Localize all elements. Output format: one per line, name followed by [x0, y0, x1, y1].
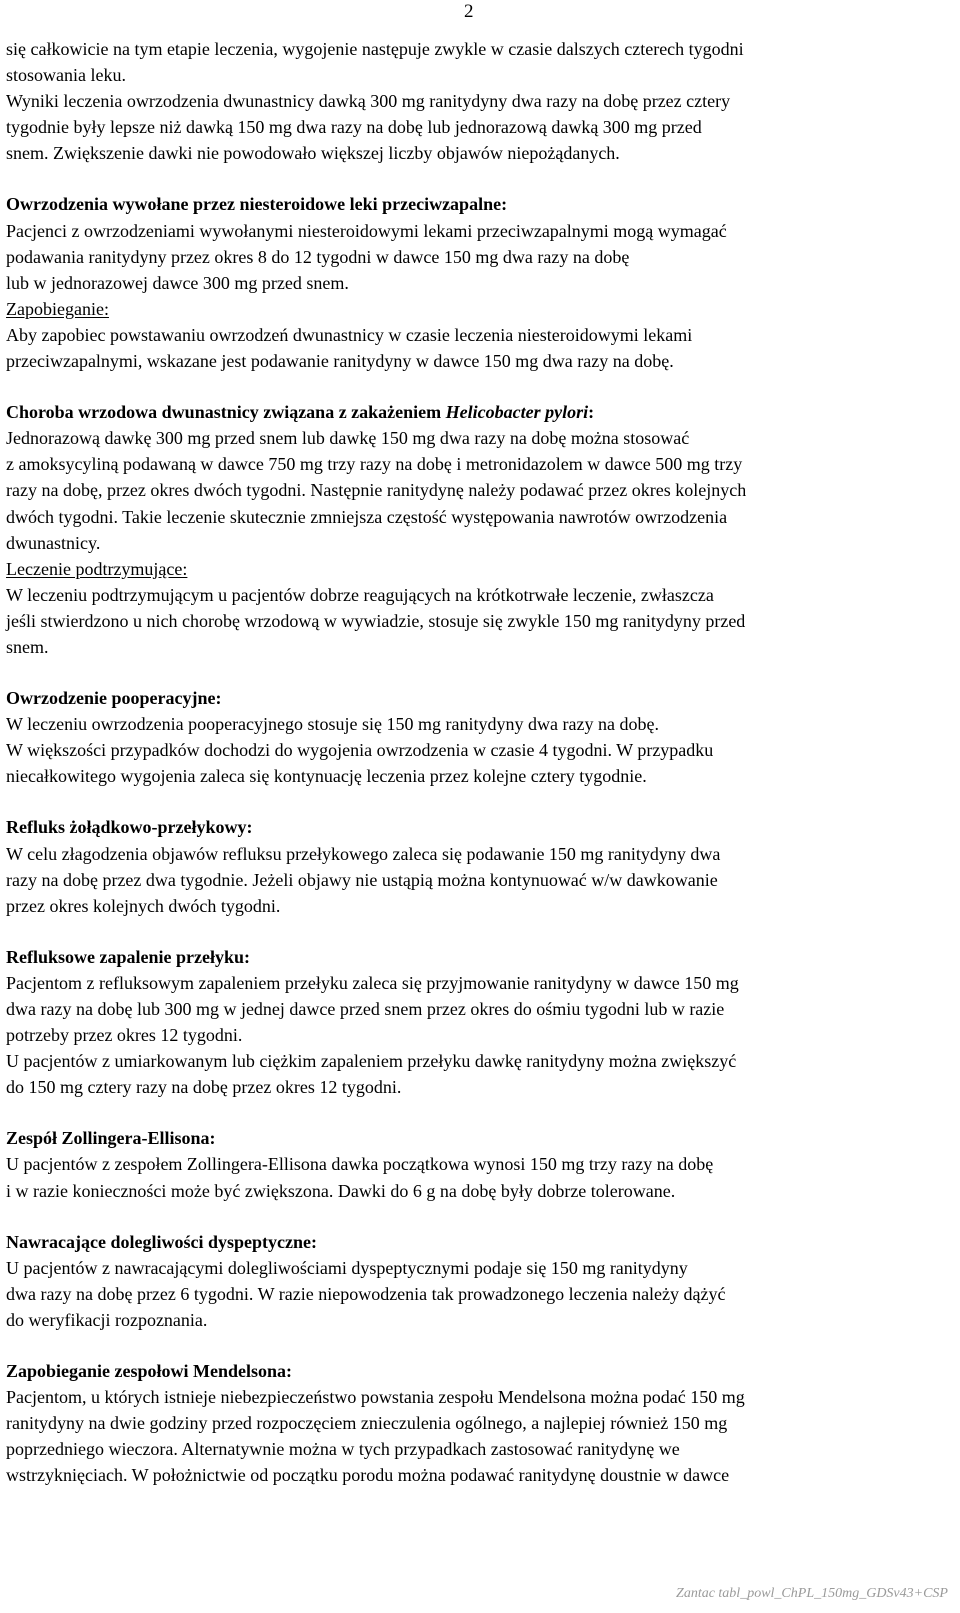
section-heading: Owrzodzenie pooperacyjne:	[6, 688, 222, 709]
section-heading: Refluksowe zapalenie przełyku:	[6, 946, 250, 967]
zollinger-ellison-section	[6, 1125, 951, 1203]
body-line: potrzeby przez okres 12 tygodni.	[6, 1025, 243, 1046]
mendelson-section	[6, 1358, 951, 1488]
body-line: przez okres kolejnych dwóch tygodni.	[6, 895, 281, 916]
heading-italic-text: Helicobacter pylori	[445, 402, 589, 423]
nsaid-ulcers-section	[6, 191, 951, 374]
page-number: 2	[464, 1, 474, 22]
body-line: razy na dobę przez dwa tygodnie. Jeżeli objawy nie ustąpią można kontynuować w/w dawkowanie	[6, 869, 718, 890]
section-heading: Zespół Zollingera-Ellisona:	[6, 1128, 216, 1149]
body-line: W większości przypadków dochodzi do wygojenia owrzodzenia w czasie 4 tygodni. W przypadku	[6, 740, 714, 761]
body-line: dwóch tygodni. Takie leczenie skutecznie zmniejsza częstość występowania nawrotów owrzodzenia	[6, 506, 728, 527]
body-line: lub w jednorazowej dawce 300 mg przed snem.	[6, 272, 349, 293]
body-line: razy na dobę, przez okres dwóch tygodni. Następnie ranitydynę należy podawać przez okres kolejnych	[6, 480, 747, 501]
document-body	[6, 36, 951, 1489]
body-line: snem. Zwiększenie dawki nie powodowało większej liczby objawów niepożądanych.	[6, 143, 620, 164]
document-footer: Zantac tabl_powl_ChPL_150mg_GDSv43+CSP	[676, 1586, 948, 1601]
dyspepsia-section	[6, 1229, 951, 1333]
body-line: Pacjentom, u których istnieje niebezpieczeństwo powstania zespołu Mendelsona można podać 150 mg	[6, 1387, 745, 1408]
body-line: podawania ranitydyny przez okres 8 do 12 tygodni w dawce 150 mg dwa razy na dobę	[6, 246, 630, 267]
section-heading: Nawracające dolegliwości dyspeptyczne:	[6, 1231, 317, 1252]
body-line: dwa razy na dobę lub 300 mg w jednej dawce przed snem przez okres do ośmiu tygodni lub w razie	[6, 999, 725, 1019]
body-line: z amoksycyliną podawaną w dawce 750 mg trzy razy na dobę i metronidazolem w dawce 500 mg trzy	[6, 454, 743, 475]
body-line: wstrzyknięciach. W położnictwie od początku porodu można podawać ranitydynę doustnie w dawce	[6, 1465, 730, 1486]
body-line: U pacjentów z nawracającymi dolegliwościami dyspeptycznymi podaje się 150 mg ranitydyny	[6, 1257, 688, 1278]
body-line: i w razie konieczności może być zwiększona. Dawki do 6 g na dobę były dobrze tolerowane.	[6, 1180, 676, 1201]
helicobacter-section	[6, 399, 951, 660]
body-line: ranitydyny na dwie godziny przed rozpoczęciem znieczulenia ogólnego, a najlepiej również 150 mg	[6, 1413, 728, 1434]
intro-continuation-section	[6, 36, 951, 166]
postoperative-ulcer-section	[6, 685, 951, 789]
heading-end-text: :	[588, 402, 595, 423]
body-line: do 150 mg cztery razy na dobę przez okres 12 tygodni.	[6, 1077, 402, 1098]
body-line: W celu złagodzenia objawów refluksu przełykowego zaleca się podawanie 150 mg ranitydyny dwa	[6, 843, 721, 864]
reflux-esophagitis-section	[6, 944, 951, 1101]
section-heading: Owrzodzenia wywołane przez niesteroidowe leki przeciwzapalne:	[6, 194, 508, 215]
body-line: Jednorazową dawkę 300 mg przed snem lub dawkę 150 mg dwa razy na dobę można stosować	[6, 428, 690, 449]
body-line: W leczeniu podtrzymującym u pacjentów dobrze reagujących na krótkotrwałe leczenie, zwłaszcza	[6, 584, 714, 605]
body-line: Wyniki leczenia owrzodzenia dwunastnicy dawką 300 mg ranitydyny dwa razy na dobę przez cztery	[6, 91, 731, 112]
subsection-heading: Leczenie podtrzymujące:	[6, 558, 188, 579]
body-line: W leczeniu owrzodzenia pooperacyjnego stosuje się 150 mg ranitydyny dwa razy na dobę.	[6, 714, 659, 735]
body-line: Pacjenci z owrzodzeniami wywołanymi niesteroidowymi lekami przeciwzapalnymi mogą wymagać	[6, 220, 727, 241]
body-line: stosowania leku.	[6, 65, 126, 86]
body-line: niecałkowitego wygojenia zaleca się kontynuację leczenia przez kolejne cztery tygodnie.	[6, 766, 647, 787]
body-line: dwunastnicy.	[6, 532, 101, 553]
heading-text: Choroba wrzodowa dwunastnicy związana z zakażeniem	[6, 402, 442, 423]
body-line: U pacjentów z umiarkowanym lub ciężkim zapaleniem przełyku dawkę ranitydyny można zwiększyć	[6, 1051, 737, 1072]
body-line: się całkowicie na tym etapie leczenia, wygojenie następuje zwykle w czasie dalszych czterech tygodni	[6, 39, 744, 59]
section-heading	[6, 399, 951, 425]
body-line: jeśli stwierdzono u nich chorobę wrzodową w wywiadzie, stosuje się zwykle 150 mg ranitydyny przed	[6, 610, 746, 631]
subsection-heading: Zapobieganie:	[6, 298, 109, 319]
section-heading: Zapobieganie zespołowi Mendelsona:	[6, 1361, 293, 1382]
body-line: dwa razy na dobę przez 6 tygodni. W razie niepowodzenia tak prowadzonego leczenia należy dążyć	[6, 1283, 726, 1304]
body-line: U pacjentów z zespołem Zollingera-Ellisona dawka początkowa wynosi 150 mg trzy razy na dobę	[6, 1154, 714, 1175]
body-line: Aby zapobiec powstawaniu owrzodzeń dwunastnicy w czasie leczenia niesteroidowymi lekami	[6, 324, 693, 345]
body-line: Pacjentom z refluksowym zapaleniem przełyku zaleca się przyjmowanie ranitydyny w dawce 150 mg	[6, 972, 739, 993]
body-line: tygodnie były lepsze niż dawką 150 mg dwa razy na dobę lub jednorazową dawką 300 mg przed	[6, 117, 702, 138]
section-heading: Refluks żołądkowo-przełykowy:	[6, 817, 253, 838]
body-line: poprzedniego wieczora. Alternatywnie można w tych przypadkach zastosować ranitydynę we	[6, 1439, 680, 1460]
body-line: przeciwzapalnymi, wskazane jest podawanie ranitydyny w dawce 150 mg dwa razy na dobę.	[6, 351, 674, 372]
gerd-section	[6, 814, 951, 918]
body-line: do weryfikacji rozpoznania.	[6, 1309, 208, 1330]
body-line: snem.	[6, 636, 49, 657]
